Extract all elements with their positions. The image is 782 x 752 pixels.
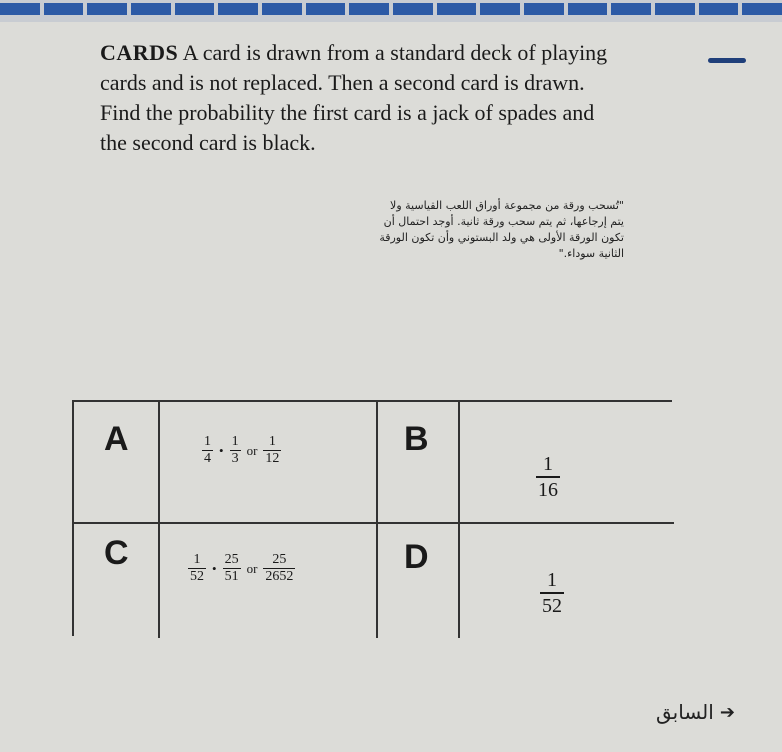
divider xyxy=(458,402,460,638)
option-c-letter[interactable]: C xyxy=(104,534,129,572)
divider xyxy=(376,402,378,638)
option-d-expression[interactable]: $\frac{1}{52}$ xyxy=(542,569,562,617)
answer-row-2 xyxy=(74,522,674,638)
answer-grid xyxy=(72,400,672,636)
previous-link[interactable] xyxy=(656,700,735,724)
option-b-expression[interactable]: $\frac{1}{16}$ xyxy=(538,453,558,501)
option-b-letter[interactable]: B xyxy=(404,420,429,458)
option-c-expression[interactable]: $\frac{1}{52}$ • $\frac{25}{51}$ or $\frac{25}{2652}$ xyxy=(190,552,294,584)
top-banner xyxy=(0,0,782,22)
minimize-dash[interactable] xyxy=(708,58,746,63)
arrow-icon: ➔ xyxy=(719,701,735,723)
answer-row-1 xyxy=(74,402,674,524)
arabic-translation: "تُسحب ورقة من مجموعة أوراق اللعب القياسية ولا يتم إرجاعها، ثم يتم سحب ورقة ثانية. أوجد احتمال أن تكون الورقة الأولى هي ولد البستوني وأن تكون الورقة الثانية سوداء." xyxy=(379,199,624,260)
option-d-letter[interactable]: D xyxy=(404,538,429,576)
question-text: CARDS A card is drawn from a standard deck of playing cards and is not replaced. Then a second card is drawn. Find the probability the first card is a jack of spades and the second card is black. xyxy=(100,40,608,155)
previous-label: السابق xyxy=(656,700,714,724)
option-a-letter[interactable]: A xyxy=(104,420,129,458)
divider xyxy=(158,402,160,638)
option-a-expression[interactable]: $\frac{1}{4}$ • $\frac{1}{3}$ or $\frac{1}{12}$ xyxy=(204,434,280,466)
